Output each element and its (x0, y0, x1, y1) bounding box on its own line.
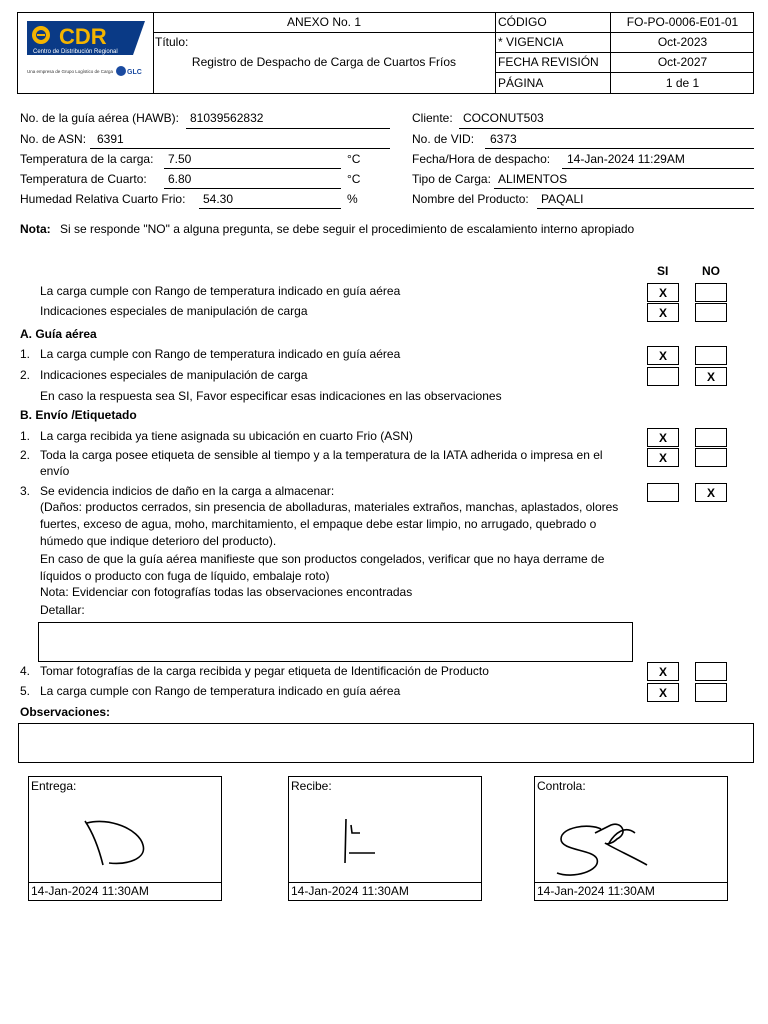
b5-no-checkbox[interactable] (695, 683, 727, 702)
a2-si-checkbox[interactable] (647, 367, 679, 386)
hawb-value: 81039562832 (190, 111, 264, 125)
observaciones-label: Observaciones: (20, 705, 111, 719)
temp-carga-unit: °C (347, 152, 361, 166)
code-label: CÓDIGO (498, 15, 547, 29)
b3-text-line7: Nota: Evidenciar con fotografías todas las observaciones encontradas (40, 585, 413, 599)
b5-number: 5. (20, 684, 31, 698)
a2-note: En caso la respuesta sea SI, Favor especificar esas indicaciones en las observaciones (40, 389, 502, 403)
b5-si-checkbox[interactable]: X (647, 683, 679, 702)
b4-text: Tomar fotografías de la carga recibida y pegar etiqueta de Identificación de Producto (40, 664, 489, 678)
vid-value: 6373 (490, 132, 517, 146)
a1-number: 1. (20, 347, 31, 361)
b3-si-checkbox[interactable] (647, 483, 679, 502)
producto-label: Nombre del Producto: (412, 192, 529, 206)
a1-no-checkbox[interactable] (695, 346, 727, 365)
signature-entrega[interactable] (28, 776, 222, 901)
asn-label: No. de ASN: (20, 132, 87, 146)
b2-text-line1: Toda la carga posee etiqueta de sensible al tiempo y a la temperatura de la IATA adherida o impresa en el (40, 448, 603, 462)
b4-si-checkbox[interactable]: X (647, 662, 679, 681)
b3-number: 3. (20, 484, 31, 498)
producto-value: PAQALI (541, 192, 584, 206)
temp-carga-label: Temperatura de la carga: (20, 152, 154, 166)
nota-text: Si se responde "NO" a alguna pregunta, se debe seguir el procedimiento de escalamiento interno apropiado (60, 222, 635, 236)
q0a-no-checkbox[interactable] (695, 283, 727, 302)
b3-text-line5: En caso de que la guía aérea manifieste que son productos congelados, verificar que no haya derrame de (40, 552, 605, 566)
q0b-text: Indicaciones especiales de manipulación de carga (40, 304, 308, 318)
detallar-field[interactable] (38, 622, 633, 662)
section-a-heading: A. Guía aérea (20, 327, 97, 341)
validity-label: * VIGENCIA (498, 35, 564, 49)
document-title: Registro de Despacho de Carga de Cuartos Fríos (191, 55, 457, 69)
temp-carga-value: 7.50 (168, 152, 192, 166)
b2-number: 2. (20, 448, 31, 462)
title-label: Título: (155, 35, 189, 49)
b1-si-checkbox[interactable]: X (647, 428, 679, 447)
humedad-value: 54.30 (203, 192, 234, 206)
b3-no-checkbox[interactable]: X (695, 483, 727, 502)
b2-text-line2: envío (40, 464, 70, 478)
a1-si-checkbox[interactable]: X (647, 346, 679, 365)
a2-number: 2. (20, 368, 31, 382)
b2-no-checkbox[interactable] (695, 448, 727, 467)
page-label: PÁGINA (498, 76, 544, 90)
tipo-value: ALIMENTOS (498, 172, 568, 186)
validity-value: Oct-2023 (657, 35, 708, 49)
signature-controla-label: Controla: (537, 779, 586, 793)
signature-controla[interactable] (534, 776, 728, 901)
q0a-text: La carga cumple con Rango de temperatura indicado en guía aérea (40, 284, 401, 298)
b3-text-line1: Se evidencia indicios de daño en la carga a almacenar: (40, 484, 335, 498)
temp-cuarto-unit: °C (347, 172, 361, 186)
b4-number: 4. (20, 664, 31, 678)
b2-si-checkbox[interactable]: X (647, 448, 679, 467)
temp-cuarto-value: 6.80 (168, 172, 192, 186)
b3-detallar-label: Detallar: (40, 603, 85, 617)
page-value: 1 de 1 (665, 76, 700, 90)
signature-controla-drawing (535, 777, 729, 884)
b1-text: La carga recibida ya tiene asignada su ubicación en cuarto Frio (ASN) (40, 429, 413, 443)
revision-value: Oct-2027 (657, 55, 708, 69)
signature-recibe-date: 14-Jan-2024 11:30AM (289, 882, 481, 900)
a2-no-checkbox[interactable]: X (695, 367, 727, 386)
observaciones-field[interactable] (18, 723, 754, 763)
signature-controla-date: 14-Jan-2024 11:30AM (535, 882, 727, 900)
asn-value: 6391 (97, 132, 124, 146)
signature-recibe-drawing (289, 777, 483, 884)
signature-recibe[interactable] (288, 776, 482, 901)
signature-entrega-label: Entrega: (31, 779, 77, 793)
b3-text-line4: húmedo que indique deterioro del producto). (40, 534, 277, 548)
vid-label: No. de VID: (412, 132, 475, 146)
logo-glc: GLC (127, 69, 142, 76)
code-value: FO-PO-0006-E01-01 (626, 15, 739, 29)
hawb-label: No. de la guía aérea (HAWB): (20, 111, 179, 125)
col-no: NO (702, 264, 720, 278)
signature-entrega-date: 14-Jan-2024 11:30AM (29, 882, 221, 900)
cliente-label: Cliente: (412, 111, 453, 125)
q0a-si-checkbox[interactable]: X (647, 283, 679, 302)
temp-cuarto-label: Temperatura de Cuarto: (20, 172, 147, 186)
q0b-si-checkbox[interactable]: X (647, 303, 679, 322)
logo-wordmark: CDR (59, 24, 107, 49)
annex-label: ANEXO No. 1 (286, 15, 362, 29)
col-si: SI (657, 264, 669, 278)
fecha-value: 14-Jan-2024 11:29AM (567, 152, 685, 166)
humedad-label: Humedad Relativa Cuarto Frio: (20, 192, 186, 206)
b5-text: La carga cumple con Rango de temperatura indicado en guía aérea (40, 684, 401, 698)
fecha-label: Fecha/Hora de despacho: (412, 152, 551, 166)
b3-text-line6: líquidos o producto con fuga de líquido, embalaje roto) (40, 569, 330, 583)
logo-subtitle: Centro de Distribución Regional (33, 49, 118, 55)
tipo-label: Tipo de Carga: (412, 172, 491, 186)
b3-text-line2: (Daños: productos cerrados, sin presencia de abolladuras, materiales extraños, manchas, aplastados, olores (40, 500, 619, 514)
nota-label: Nota: (20, 222, 51, 236)
a1-text: La carga cumple con Rango de temperatura indicado en guía aérea (40, 347, 401, 361)
section-b-heading: B. Envío /Etiquetado (20, 408, 137, 422)
b4-no-checkbox[interactable] (695, 662, 727, 681)
signature-recibe-label: Recibe: (291, 779, 332, 793)
q0b-no-checkbox[interactable] (695, 303, 727, 322)
cliente-value: COCONUT503 (463, 111, 544, 125)
b1-number: 1. (20, 429, 31, 443)
b1-no-checkbox[interactable] (695, 428, 727, 447)
company-logo (23, 19, 147, 87)
b3-text-line3: fuertes, exceso de agua, moho, marchitamiento, el empaque debe estar limpio, no arrugado, quebrado o (40, 517, 597, 531)
logo-tagline: Una empresa de Grupo Logístico de Carga (27, 69, 114, 74)
humedad-unit: % (347, 192, 358, 206)
revision-label: FECHA REVISIÓN (498, 55, 599, 69)
a2-text: Indicaciones especiales de manipulación de carga (40, 368, 308, 382)
document-header (17, 12, 754, 94)
signature-entrega-drawing (29, 777, 223, 884)
